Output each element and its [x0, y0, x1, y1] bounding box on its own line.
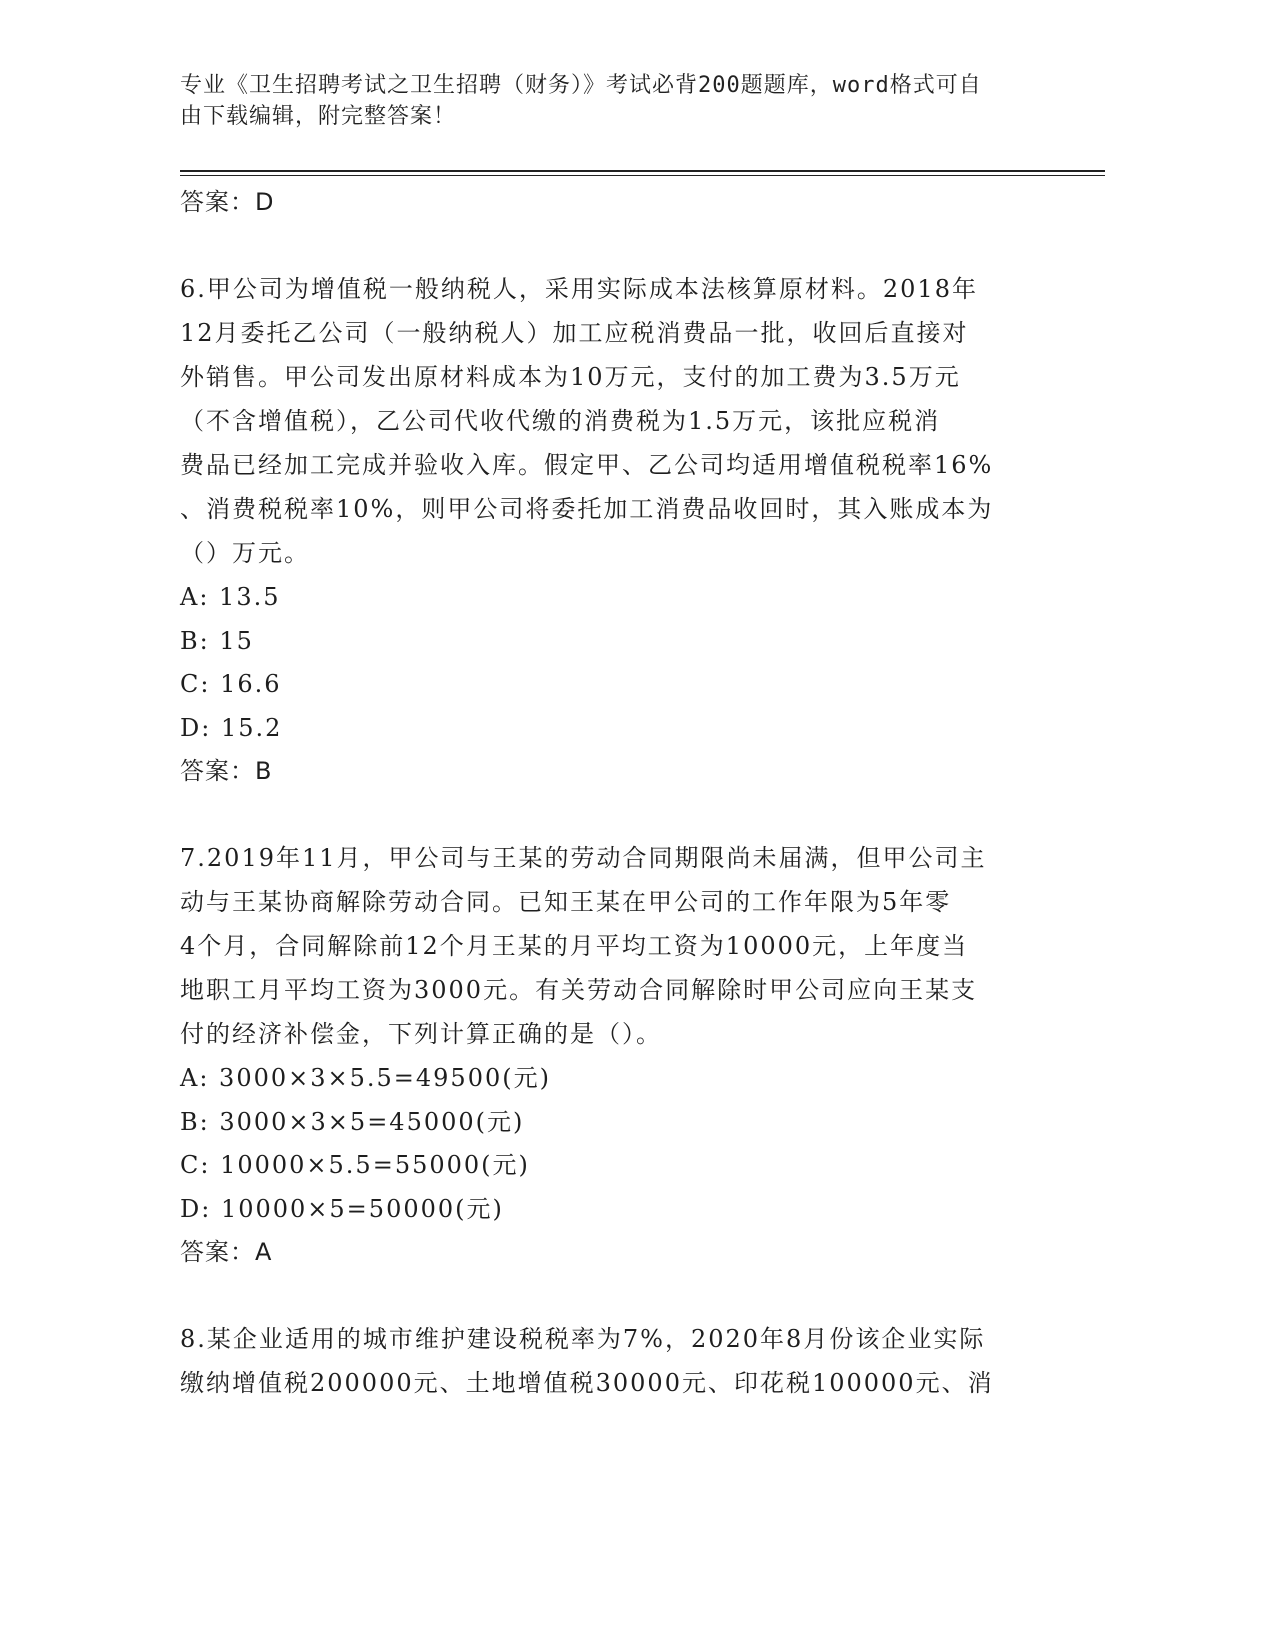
- answer: 答案：B: [180, 757, 273, 785]
- question-line: 7.2019年11月，甲公司与王某的劳动合同期限尚未届满，但甲公司主: [180, 844, 987, 872]
- question-line: 8.某企业适用的城市维护建设税税率为7%，2020年8月份该企业实际: [180, 1325, 986, 1353]
- header-rule-thick: [180, 170, 1105, 172]
- question-line: （）万元。: [180, 539, 310, 567]
- option-b: B: 3000×3×5=45000(元): [180, 1107, 525, 1136]
- option-a: A: 13.5: [180, 583, 281, 611]
- question-line: 12月委托乙公司（一般纳税人）加工应税消费品一批，收回后直接对: [180, 319, 969, 347]
- option-a: A: 3000×3×5.5=49500(元): [180, 1064, 551, 1092]
- header-line-2: 由下载编辑，附完整答案！: [180, 104, 457, 129]
- header-line-1: 专业《卫生招聘考试之卫生招聘（财务）》考试必背200题题库，word格式可自: [180, 73, 982, 98]
- page-header: [180, 70, 1050, 132]
- question-line: 付的经济补偿金，下列计算正确的是（）。: [180, 1020, 662, 1048]
- option-c: C: 10000×5.5=55000(元): [180, 1151, 530, 1179]
- question-8: [180, 1317, 1040, 1405]
- option-d: D: 10000×5=50000(元): [180, 1194, 504, 1223]
- spacer: [180, 1274, 1040, 1317]
- question-line: 地职工月平均工资为3000元。有关劳动合同解除时甲公司应向王某支: [180, 976, 978, 1004]
- previous-answer: 答案：D: [180, 188, 275, 216]
- question-line: 4个月，合同解除前12个月王某的月平均工资为10000元，上年度当: [180, 932, 969, 960]
- question-line: 6.甲公司为增值税一般纳税人，采用实际成本法核算原材料。2018年: [180, 275, 978, 303]
- header-rule-thin: [180, 175, 1105, 176]
- question-line: 费品已经加工完成并验收入库。假定甲、乙公司均适用增值税税率16%: [180, 451, 994, 479]
- question-6: [180, 267, 1040, 793]
- option-c: C: 16.6: [180, 670, 282, 698]
- question-line: 外销售。甲公司发出原材料成本为10万元，支付的加工费为3.5万元: [180, 363, 961, 391]
- question-line: 、消费税税率10%，则甲公司将委托加工消费品收回时，其入账成本为: [180, 495, 994, 523]
- spacer: [180, 793, 1040, 836]
- option-b: B: 15: [180, 626, 254, 655]
- spacer: [180, 224, 1040, 267]
- option-d: D: 15.2: [180, 713, 283, 742]
- question-line: （不含增值税），乙公司代收代缴的消费税为1.5万元，该批应税消: [180, 407, 941, 435]
- question-line: 缴纳增值税200000元、土地增值税30000元、印花税100000元、消: [180, 1369, 994, 1397]
- question-line: 动与王某协商解除劳动合同。已知王某在甲公司的工作年限为5年零: [180, 888, 952, 916]
- document-body: [180, 180, 1040, 1405]
- question-7: [180, 836, 1040, 1274]
- answer: 答案：A: [180, 1238, 273, 1266]
